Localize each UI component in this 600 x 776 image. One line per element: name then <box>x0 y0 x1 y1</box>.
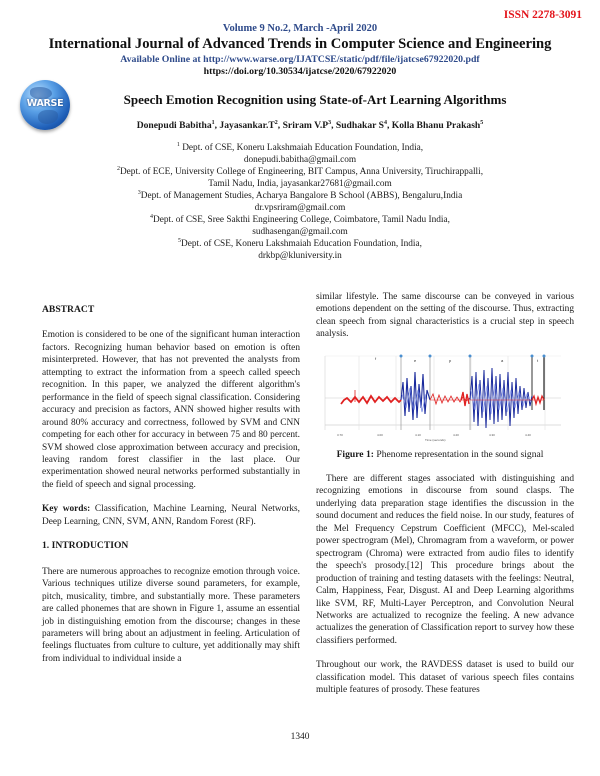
svg-text:4.10: 4.10 <box>415 433 421 437</box>
logo-text: WARSE <box>26 98 64 109</box>
author-sup: 2 <box>274 119 278 126</box>
volume-issue: Volume 9 No.2, March -April 2020 <box>222 23 378 34</box>
right-column-bottom <box>316 473 574 697</box>
doi-link[interactable]: https://doi.org/10.30534/ijatcse/2020/67922020 <box>203 66 397 77</box>
abstract-heading: ABSTRACT <box>42 304 95 315</box>
keywords-text: Classification, Machine Learning, Neural Networks, Deep Learning, CNN, SVM, ANN, Random Forest (RF). <box>42 504 300 527</box>
figure-1-waveform <box>313 350 569 442</box>
right-paragraph-2: There are different stages associated with distinguishing and recognizing emotions in discourse from sound clasps. The underlying data preparation stage identifies the discussion in the sound document and reduces the field noise. In our study, features of the Mel Frequency Cepstrum Coefficient (MFCC), Mel-scaled power spectrogram (Mel), Chromagram from a waveform, or power spectrogram (Chroma) were extracted from audio files to identify the speech's prosody.[12] This procedure brings about the production of training and testing datasets with the feelings: Neutral, Calm, Happiness, Fear, Disgust. AI and Deep Learning algorithms like SVM, RF, Multi-Layer Perceptron, and Convolution Neural Networks are actualized to recognize the feeling. A new advance actualizes the generation of Classification report to survey how these classifiers performed. <box>316 474 574 646</box>
affil-dept: Dept. of ECE, University College of Engineering, BIT Campus, Anna University, Tiruchirappalli, <box>119 167 484 177</box>
segment-label: f <box>375 356 377 361</box>
author-name: Sudhakar S <box>335 120 384 131</box>
affiliation-1 <box>0 142 600 166</box>
affil-sup: 5 <box>178 237 182 244</box>
affil-sup: 3 <box>137 189 141 196</box>
svg-text:4.40: 4.40 <box>525 433 531 437</box>
author-name: Donepudi Babitha <box>136 120 212 131</box>
svg-text:4.30: 4.30 <box>489 433 495 437</box>
issn-number: ISSN 2278-3091 <box>503 9 582 21</box>
segment-label: e <box>414 358 417 363</box>
affil-email: donepudi.babitha@gmail.com <box>243 155 357 166</box>
author-name: Kolla Bhanu Prakash <box>391 120 481 131</box>
affil-dept: Dept. of CSE, Sree Sakthi Engineering College, Coimbatore, Tamil Nadu India, <box>153 215 450 225</box>
author-sup: 3 <box>328 119 332 126</box>
author-sup: 1 <box>211 119 215 126</box>
affil-email: Tamil Nadu, India, jayasankar27681@gmail.com <box>208 179 392 190</box>
keywords-label: Key words: <box>42 504 91 515</box>
svg-text:3.70: 3.70 <box>337 433 343 437</box>
affil-dept: Dept. of CSE, Koneru Lakshmaiah Education Foundation, India, <box>179 143 424 153</box>
affil-sup: 1 <box>176 141 180 148</box>
available-online-link[interactable]: Available Online at http://www.warse.org/IJATCSE/static/pdf/file/ijatcse67922020.pdf <box>120 54 480 65</box>
affiliation-3 <box>0 190 600 214</box>
abstract-text: Emotion is considered to be one of the significant human interaction factors. Recognizing human behavior based on emotion is often misinterpreted. However, that has not prevented the analysts from attempting to extract the information from a speech called speech recognition. In this paper, we analyzed the different algorithm's performance in the field of speech signal classification. Considering accuracy and precision as factors, ANN showed higher results with around 80% accuracy and correctness, followed by SVM and CNN competing for each other for accuracy in between 75 and 80 percent. SVM showed close approximation between accuracy and precision, leaving random forest classifier in the last place. Our experimentation showed neural networks performed substantially in the field of speech and signal processing. <box>42 330 300 490</box>
affiliation-2 <box>0 166 600 190</box>
introduction-heading: 1. INTRODUCTION <box>42 540 129 552</box>
svg-text:4.20: 4.20 <box>453 433 459 437</box>
svg-text:Time (seconds): Time (seconds) <box>425 438 446 442</box>
author-sup: 4 <box>383 119 387 126</box>
keywords <box>42 503 300 528</box>
affil-sup: 2 <box>116 165 120 172</box>
author-name: Sriram V.P <box>282 120 329 131</box>
affil-email: sudhasengan@gmail.com <box>252 227 348 238</box>
segment-label: p <box>449 358 452 363</box>
paper-title: Speech Emotion Recognition using State-of-Art Learning Algorithms <box>123 92 507 107</box>
journal-title: International Journal of Advanced Trends in Computer Science and Engineering <box>48 36 552 52</box>
affil-dept: Dept. of Management Studies, Acharya Bangalore B School (ABBS), Bengaluru,India <box>140 191 463 201</box>
figure-1-caption <box>305 449 575 460</box>
segment-label: a <box>501 358 504 363</box>
affil-sup: 4 <box>150 213 154 220</box>
right-paragraph-1: similar lifestyle. The same discourse can be conveyed in various emotions dependent on the setting of the discourse. Thus, extracting clean speech from signal characteristics is a crucial step in speech analysis. <box>316 292 574 340</box>
right-paragraph-3: Throughout our work, the RAVDESS dataset is used to build our classification model. This dataset of various speech files contains multiple features of prosody. These features <box>316 660 574 696</box>
affiliation-4 <box>0 214 600 238</box>
figure-caption-text: Phenome representation in the sound signal <box>373 449 544 460</box>
affiliation-5 <box>0 238 600 262</box>
author-list: Donepudi Babitha$^1$, $Jayasankar.T^2$, Sriram $V.P^3$, Sudhakar $S^4$, Kolla Bhanu Prakash$^5$ <box>136 119 484 131</box>
right-column-top <box>316 291 574 341</box>
author-sup: 5 <box>480 119 484 126</box>
affil-email: drkbp@kluniversity.in <box>258 251 342 262</box>
affil-email: dr.vpsriram@gmail.com <box>254 203 346 214</box>
page-number: 1340 <box>290 732 310 742</box>
affil-dept: Dept. of CSE, Koneru Lakshmaiah Education Foundation, India, <box>181 239 422 249</box>
author-name: Jayasankar.T <box>219 120 275 131</box>
figure-label: Figure 1: <box>336 449 374 460</box>
svg-text:4.00: 4.00 <box>377 433 383 437</box>
left-column <box>42 304 300 665</box>
introduction-text: There are numerous approaches to recognize emotion through voice. Various techniques utilize diverse sound parameters, for example, pitch, musicality, timbre, and substantially more. These parameters are called phonemes that are shown in Figure 1, assume an essential job in distinguishing emotion from the discourse; changes in these parameters will bring about an adjustment in feeling. Articulation of feelings fluctuates from culture to culture, yet additionally may shift from individual to individual inside a <box>42 566 300 664</box>
segment-label: t <box>537 358 539 363</box>
